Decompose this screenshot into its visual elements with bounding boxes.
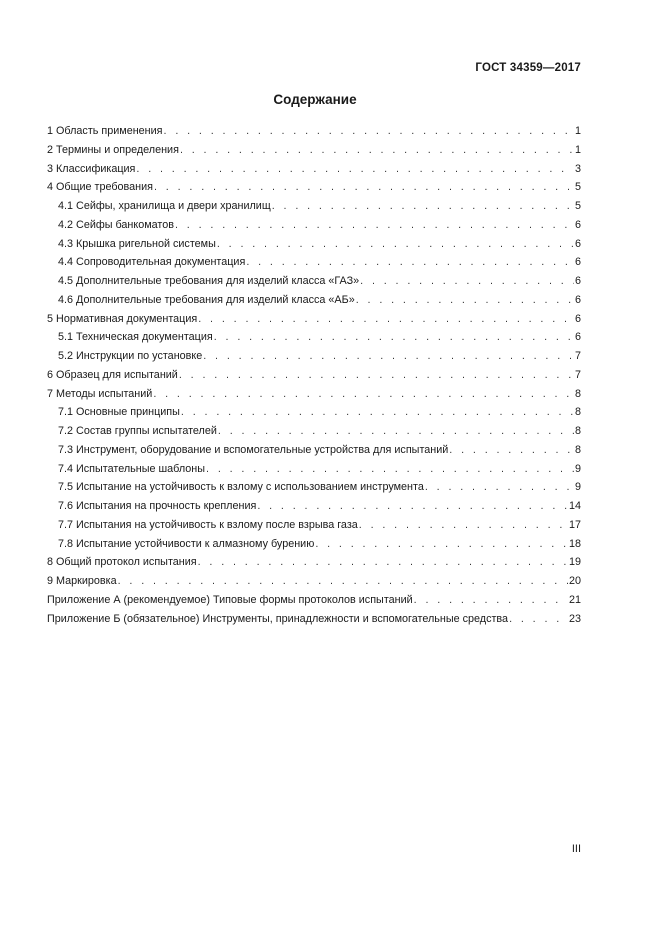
- toc-entry-page: 6: [574, 275, 581, 287]
- toc-entry-title: Сейфы, хранилища и двери хранилищ: [76, 200, 271, 212]
- toc-entry-number: 4.3: [58, 237, 74, 250]
- toc-entry-page: 14: [568, 500, 581, 512]
- toc-entry-page: 8: [574, 387, 581, 400]
- toc-dot-leader: [175, 216, 574, 235]
- toc-entry-page: 6: [574, 312, 581, 325]
- toc-entry-title: Нормативная документация: [56, 312, 198, 325]
- toc-entry-number: 7: [47, 387, 54, 400]
- toc-entry-title: Испытания на устойчивость к взлому после взрыва газа: [76, 518, 358, 531]
- toc-entry-page: 17: [568, 518, 581, 531]
- toc-dot-leader: [164, 122, 574, 141]
- toc-entry-number: 7.5: [58, 481, 74, 494]
- toc-entry-title: Маркировка: [56, 575, 117, 587]
- toc-entry-page: 6: [574, 293, 581, 306]
- toc-entry-title: Крышка ригельной системы: [76, 237, 216, 250]
- toc-entry: [47, 460, 581, 479]
- toc-entry-title: Сопроводительная документация: [76, 256, 246, 269]
- toc-dot-leader: [206, 460, 574, 479]
- toc-entry-number: 4.6: [58, 293, 74, 306]
- toc-dot-leader: [425, 478, 574, 497]
- toc-entry-title: Инструкции по установке: [76, 350, 203, 362]
- toc-entry: [47, 347, 581, 366]
- toc-entry-title: Состав группы испытателей: [76, 425, 217, 437]
- toc-entry-number: 7.6: [58, 500, 74, 512]
- toc-entry-page: 7: [574, 350, 581, 362]
- toc-entry: [47, 272, 581, 291]
- toc-dot-leader: [198, 310, 574, 329]
- toc-dot-leader: [509, 610, 568, 629]
- toc-entry-title: Инструмент, оборудование и вспомогательные устройства для испытаний: [76, 443, 449, 456]
- toc-dot-leader: [257, 497, 568, 516]
- toc-dot-leader: [180, 141, 574, 160]
- toc-entry-number: 7.7: [58, 518, 74, 531]
- page-number: III: [571, 843, 581, 855]
- toc-entry-page: 9: [574, 462, 581, 475]
- toc-entry-page: 9: [574, 481, 581, 494]
- toc-entry-page: 3: [574, 162, 581, 175]
- toc-dot-leader: [203, 347, 574, 366]
- toc-entry-page: 18: [568, 537, 581, 550]
- toc-dot-leader: [181, 403, 574, 422]
- toc-entry-title: Приложение А (рекомендуемое) Типовые формы протоколов испытаний: [47, 593, 413, 606]
- toc-entry-number: 5.2: [58, 350, 74, 362]
- toc-dot-leader: [217, 235, 574, 254]
- toc-entry-page: 6: [574, 256, 581, 269]
- toc-dot-leader: [356, 291, 574, 310]
- toc-entry-number: 5: [47, 312, 54, 325]
- toc-entry: [47, 572, 581, 591]
- toc-entry-number: 4.5: [58, 275, 74, 287]
- toc-entry-page: 1: [574, 125, 581, 137]
- toc-entry: [47, 366, 581, 385]
- toc-dot-leader: [198, 553, 568, 572]
- toc-entry-number: 9: [47, 575, 54, 587]
- toc-entry-title: Испытание устойчивости к алмазному бурению: [76, 537, 315, 550]
- toc-entry: [47, 178, 581, 197]
- toc-entry-page: 1: [574, 143, 581, 156]
- toc-dot-leader: [214, 328, 574, 347]
- toc-dot-leader: [360, 272, 574, 291]
- toc-dot-leader: [359, 516, 568, 535]
- toc-entry-number: 7.3: [58, 443, 74, 456]
- toc-entry-title: Общий протокол испытания: [56, 556, 197, 569]
- toc-entry: [47, 422, 581, 441]
- toc-entry-title: Область применения: [56, 125, 163, 137]
- toc-entry-page: 6: [574, 237, 581, 250]
- toc-entry: [47, 216, 581, 235]
- toc-entry-title: Общие требования: [56, 181, 153, 194]
- toc-entry-title: Классификация: [56, 162, 136, 175]
- toc-entry-title: Сейфы банкоматов: [76, 218, 174, 231]
- toc-entry-page: 5: [574, 200, 581, 212]
- toc-dot-leader: [414, 591, 568, 610]
- toc-entry: [47, 291, 581, 310]
- toc-entry-page: 7: [574, 368, 581, 381]
- toc-entry-page: 8: [574, 406, 581, 419]
- toc-dot-leader: [218, 422, 574, 441]
- toc-entry-number: 7.8: [58, 537, 74, 550]
- toc-title: Содержание: [273, 92, 357, 107]
- toc-entry: [47, 553, 581, 572]
- toc-dot-leader: [246, 253, 574, 272]
- toc-dot-leader: [272, 197, 574, 216]
- toc-entry: [47, 610, 581, 629]
- toc-dot-leader: [179, 366, 574, 385]
- toc-entry-page: 8: [574, 443, 581, 456]
- toc-dot-leader: [153, 385, 574, 404]
- toc-entry: [47, 160, 581, 179]
- toc-entry-page: 8: [574, 425, 581, 437]
- toc-entry-title: Образец для испытаний: [56, 368, 178, 381]
- toc-dot-leader: [315, 535, 568, 554]
- toc-entry: [47, 328, 581, 347]
- toc-entry-number: 7.2: [58, 425, 74, 437]
- toc-entry-number: 4.4: [58, 256, 74, 269]
- toc-entry-title: Испытательные шаблоны: [76, 462, 206, 475]
- toc-entry: [47, 253, 581, 272]
- toc-entry: [47, 516, 581, 535]
- toc-dot-leader: [449, 441, 574, 460]
- toc-entry-page: 5: [574, 181, 581, 194]
- toc-entry-number: 7.1: [58, 406, 74, 419]
- toc-entry-title: Дополнительные требования для изделий класса «ГАЗ»: [76, 275, 360, 287]
- toc-entry: [47, 197, 581, 216]
- toc-entry-number: 7.4: [58, 462, 74, 475]
- toc-entry-title: Приложение Б (обязательное) Инструменты, принадлежности и вспомогательные средства: [47, 612, 509, 625]
- toc-entry-page: 23: [568, 612, 581, 625]
- toc-entry-title: Испытание на устойчивость к взлому с использованием инструмента: [76, 481, 424, 494]
- toc-entry: [47, 441, 581, 460]
- toc-entry: [47, 310, 581, 329]
- toc-entry-number: 1: [47, 125, 54, 137]
- toc-entry-title: Техническая документация: [76, 331, 213, 344]
- table-of-contents: [47, 122, 581, 628]
- toc-entry: [47, 403, 581, 422]
- standard-code: ГОСТ 34359—2017: [475, 62, 581, 74]
- toc-entry-number: 8: [47, 556, 54, 569]
- toc-entry-page: 20: [568, 575, 581, 587]
- toc-entry-page: 21: [568, 593, 581, 606]
- toc-entry-number: 3: [47, 162, 54, 175]
- toc-entry: [47, 122, 581, 141]
- toc-entry-page: 6: [574, 218, 581, 231]
- toc-entry-title: Методы испытаний: [56, 387, 153, 400]
- toc-entry-title: Термины и определения: [56, 143, 179, 156]
- toc-entry-title: Испытания на прочность крепления: [76, 500, 257, 512]
- toc-entry-number: 4.1: [58, 200, 74, 212]
- toc-dot-leader: [118, 572, 568, 591]
- toc-entry-title: Дополнительные требования для изделий класса «АБ»: [76, 293, 355, 306]
- toc-entry-page: 6: [574, 331, 581, 344]
- toc-entry: [47, 235, 581, 254]
- toc-entry: [47, 535, 581, 554]
- toc-dot-leader: [136, 160, 574, 179]
- toc-entry-number: 4.2: [58, 218, 74, 231]
- toc-entry: [47, 497, 581, 516]
- toc-dot-leader: [154, 178, 574, 197]
- toc-entry-number: 4: [47, 181, 54, 194]
- toc-entry-page: 19: [568, 556, 581, 569]
- toc-entry-number: 5.1: [58, 331, 74, 344]
- toc-entry-number: 6: [47, 368, 54, 381]
- toc-entry: [47, 591, 581, 610]
- toc-entry: [47, 385, 581, 404]
- toc-entry-number: 2: [47, 143, 54, 156]
- toc-entry: [47, 141, 581, 160]
- toc-entry-title: Основные принципы: [76, 406, 180, 419]
- toc-entry: [47, 478, 581, 497]
